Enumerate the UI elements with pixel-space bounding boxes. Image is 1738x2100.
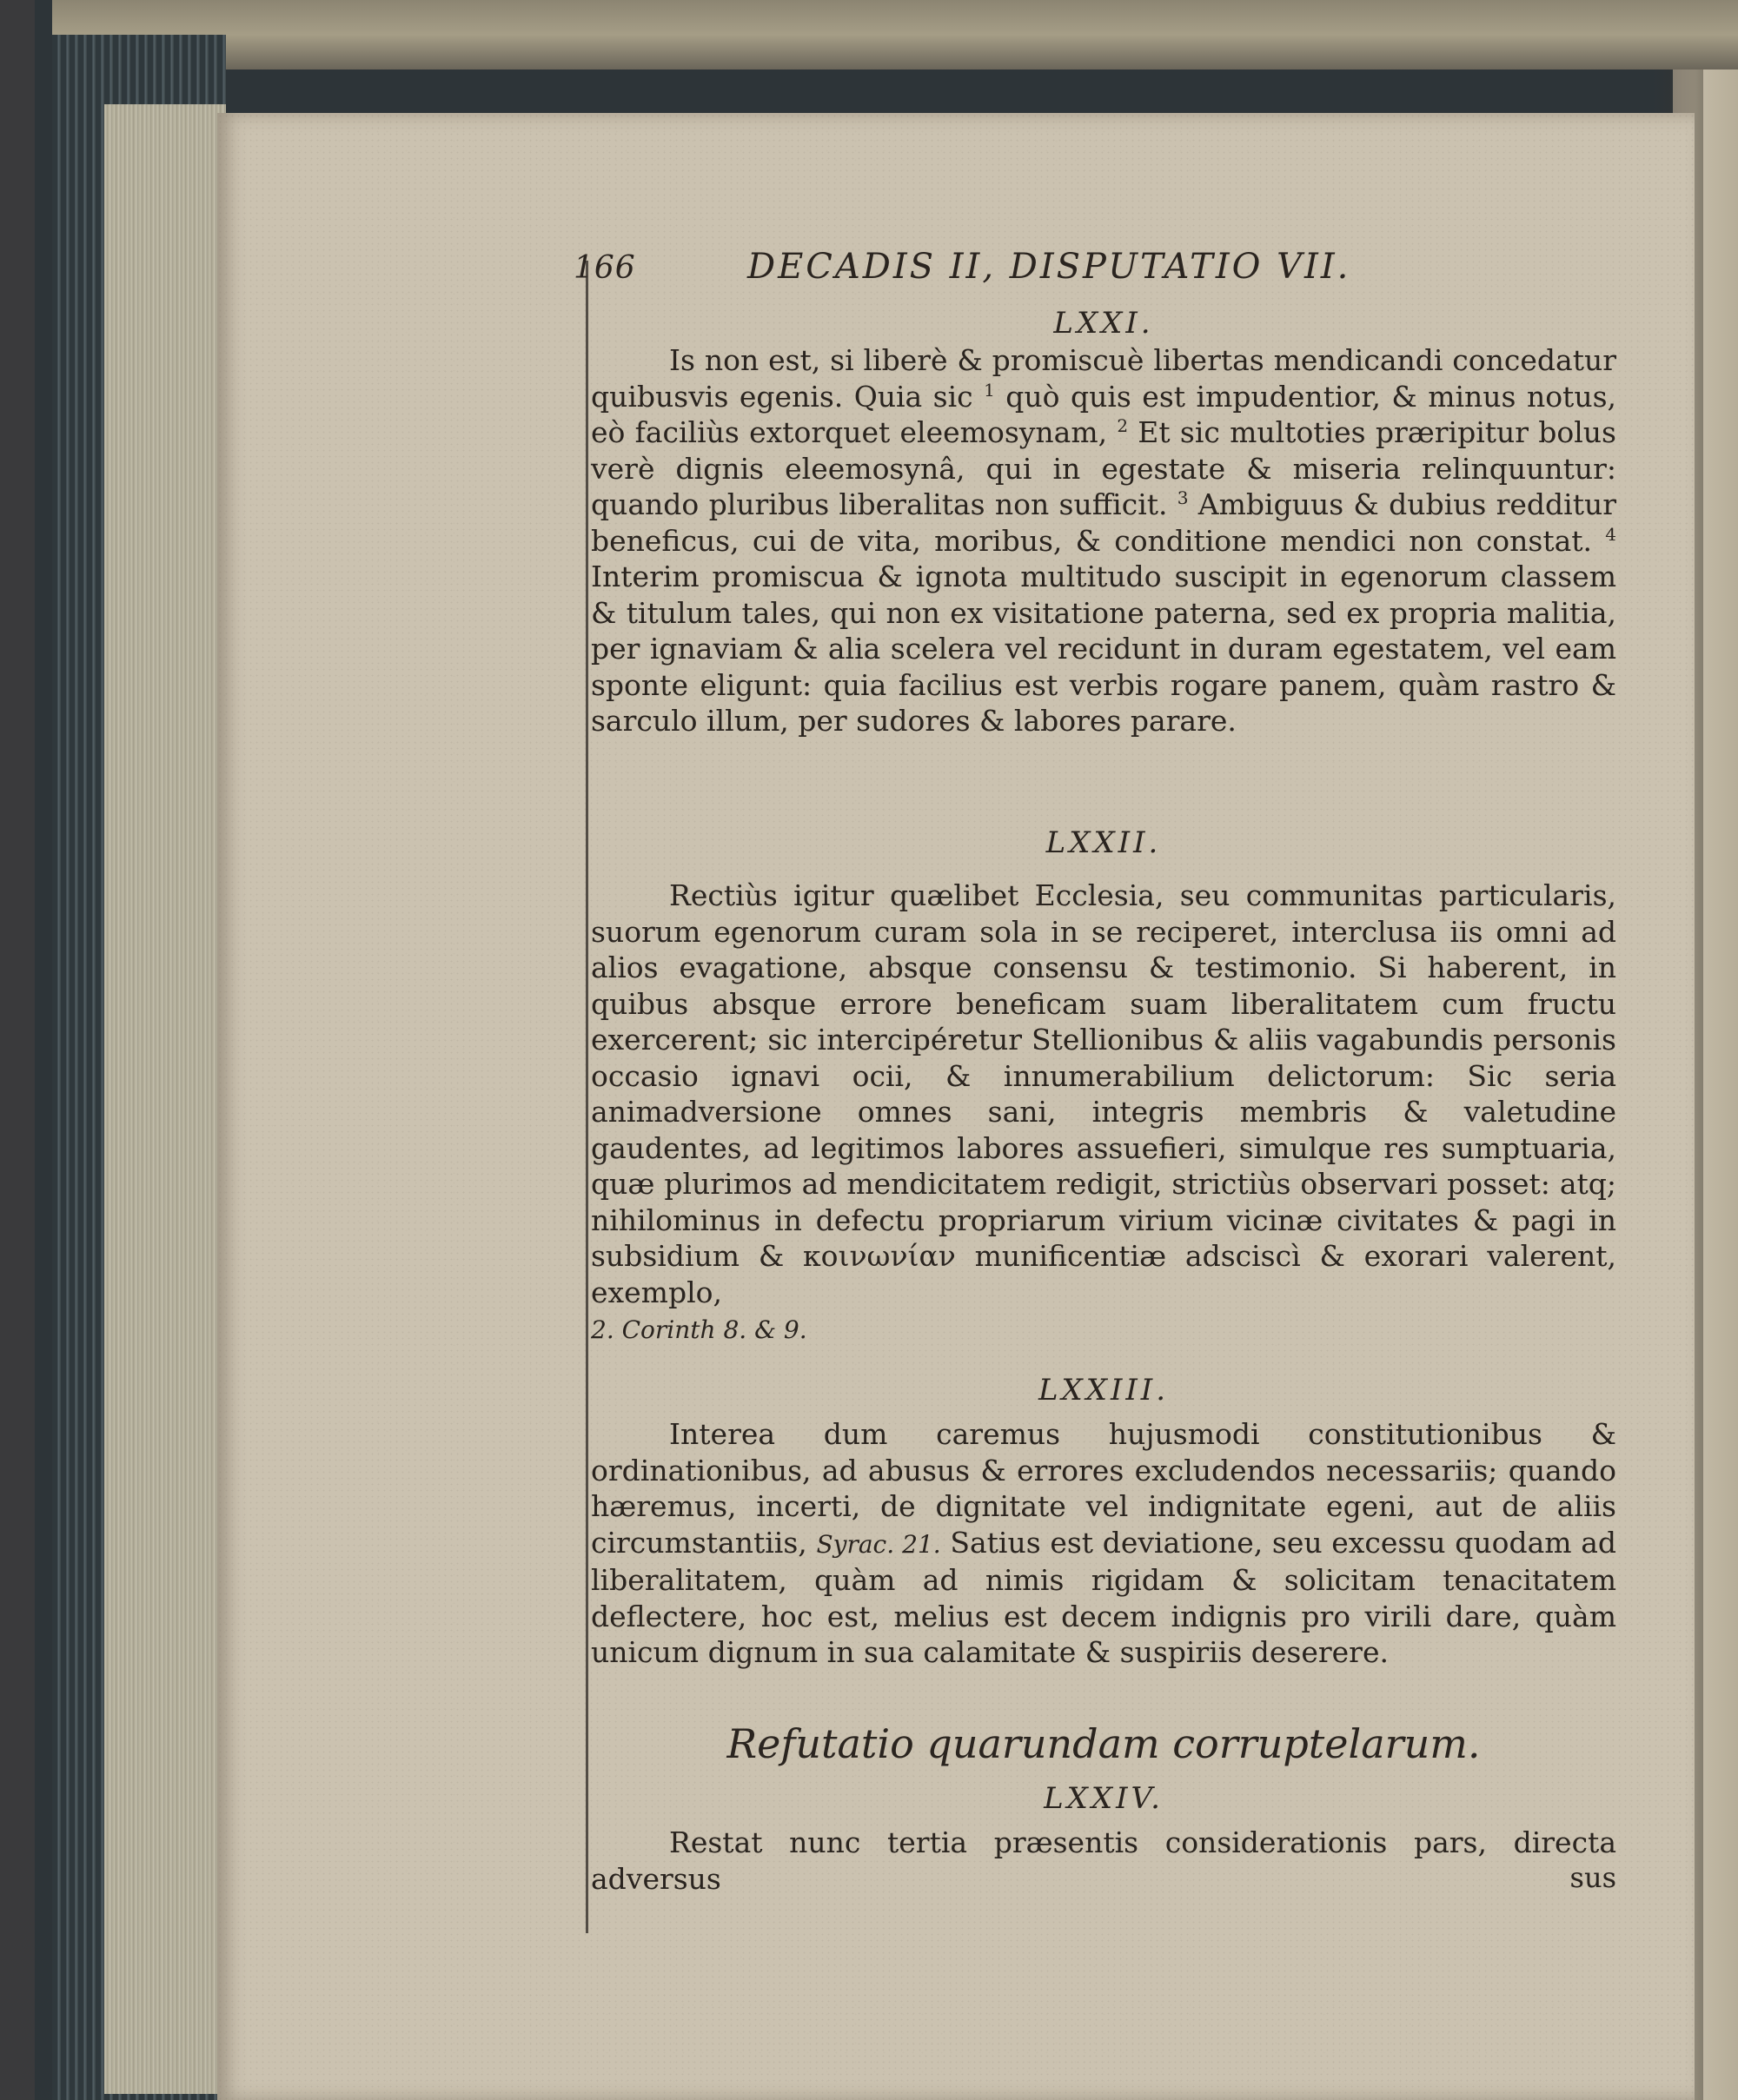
paragraph-text: Rectiùs igitur quælibet Ecclesia, seu communitas particularis, suorum egenorum curam sola in se reciperet, interclusa iis omni ad alios evagatione, absque consensu & testimonio. Si haberent, in quibus absque errore beneficam suam liberalitatem cum fructu exercerent; sic intercipéretur Stellionibus & aliis vagabundis personis occasio ignavi ocii, & innumerabilium delictorum: Sic seria animadversione omnes sani, integris membris & valetudine gaudentes, ad legitimos labores assuefieri, simulque res sumptuaria, quæ plurimos ad mendicitatem redigit, strictiùs observari posset: atq; nihilominus in defectu propriarum virium vicinæ civitates & pagi in subsidium & κοινωνίαν munificentiæ adsciscì & exorari valerent, exemplo,	[591, 878, 1616, 1309]
scripture-reference: 2. Corinth 8. & 9.	[591, 1315, 807, 1344]
paragraph-lxxiii	[591, 1416, 1616, 1671]
page-stack-edges	[104, 104, 226, 2094]
paragraph-lxxi	[591, 342, 1616, 739]
footnote-marker: 2	[1117, 415, 1129, 436]
paragraph-lxxiv	[591, 1825, 1616, 1897]
catchword: sus	[1569, 1861, 1616, 1894]
section-heading: Refutatio quarundam corruptelarum.	[726, 1720, 1481, 1767]
paragraph-text: Interea dum caremus hujusmodi constitutionibus & ordinationibus, ad abusus & errores excludendos necessariis; quando hæremus, incerti, de dignitate vel indignitate egeni, aut de aliis circumstantiis,	[591, 1417, 1616, 1560]
paragraph-text: quò quis est impudentior, & minus notus, eò faciliùs extorquet eleemosynam,	[591, 379, 1616, 449]
paragraph-text: Ambiguus & dubius redditur beneficus, cui de vita, moribus, & conditione mendici non constat.	[591, 487, 1616, 558]
section-number: LXXI.	[1053, 306, 1154, 341]
paragraph-text: Is non est, si liberè & promiscuè libertas mendicandi concedatur quibusvis egenis. Quia sic	[591, 343, 1616, 414]
section-number: LXXIV.	[1044, 1781, 1164, 1816]
paragraph-lxxii	[591, 878, 1616, 1348]
margin-rule	[586, 261, 588, 1933]
running-head	[574, 243, 1599, 295]
book-top-edge	[52, 0, 1738, 70]
paragraph-text: Interim promiscua & ignota multitudo suscipit in egenorum classem & titulum tales, qui non ex visitatione paterna, sed ex propria malitia, per ignaviam & alia scelera vel recidunt in duram egestatem, vel eam sponte eligunt: quia facilius est verbis rogare panem, quàm rastro & sarculo illum, per sudores & labores parare.	[591, 560, 1616, 738]
paragraph-text: Et sic multoties præripitur bolus verè dignis eleemosynâ, qui in egestate & miseria relinquuntur: quando pluribus liberalitas non sufficit.	[591, 415, 1616, 521]
running-title: DECADIS II, DISPUTATIO VII.	[747, 247, 1351, 287]
text-block	[574, 243, 1617, 1946]
paragraph-text: Restat nunc tertia præsentis considerationis pars, directa adversus	[591, 1825, 1616, 1896]
footnote-marker: 3	[1177, 487, 1189, 508]
footnote-marker: 1	[984, 379, 995, 401]
footnote-marker: 4	[1605, 523, 1616, 545]
page-number: 166	[574, 250, 636, 286]
paragraph-text: Satius est deviatione, seu excessu quodam ad liberalitatem, quàm ad nimis rigidam & solicitam tenacitatem deflectere, hoc est, melius est decem indignis pro virili dare, quàm unicum dignum in sua calamitate & suspiriis deserere.	[591, 1525, 1617, 1669]
section-number: LXXIII.	[1038, 1373, 1170, 1408]
section-number: LXXII.	[1045, 825, 1162, 860]
scripture-reference: Syrac. 21.	[816, 1529, 941, 1559]
